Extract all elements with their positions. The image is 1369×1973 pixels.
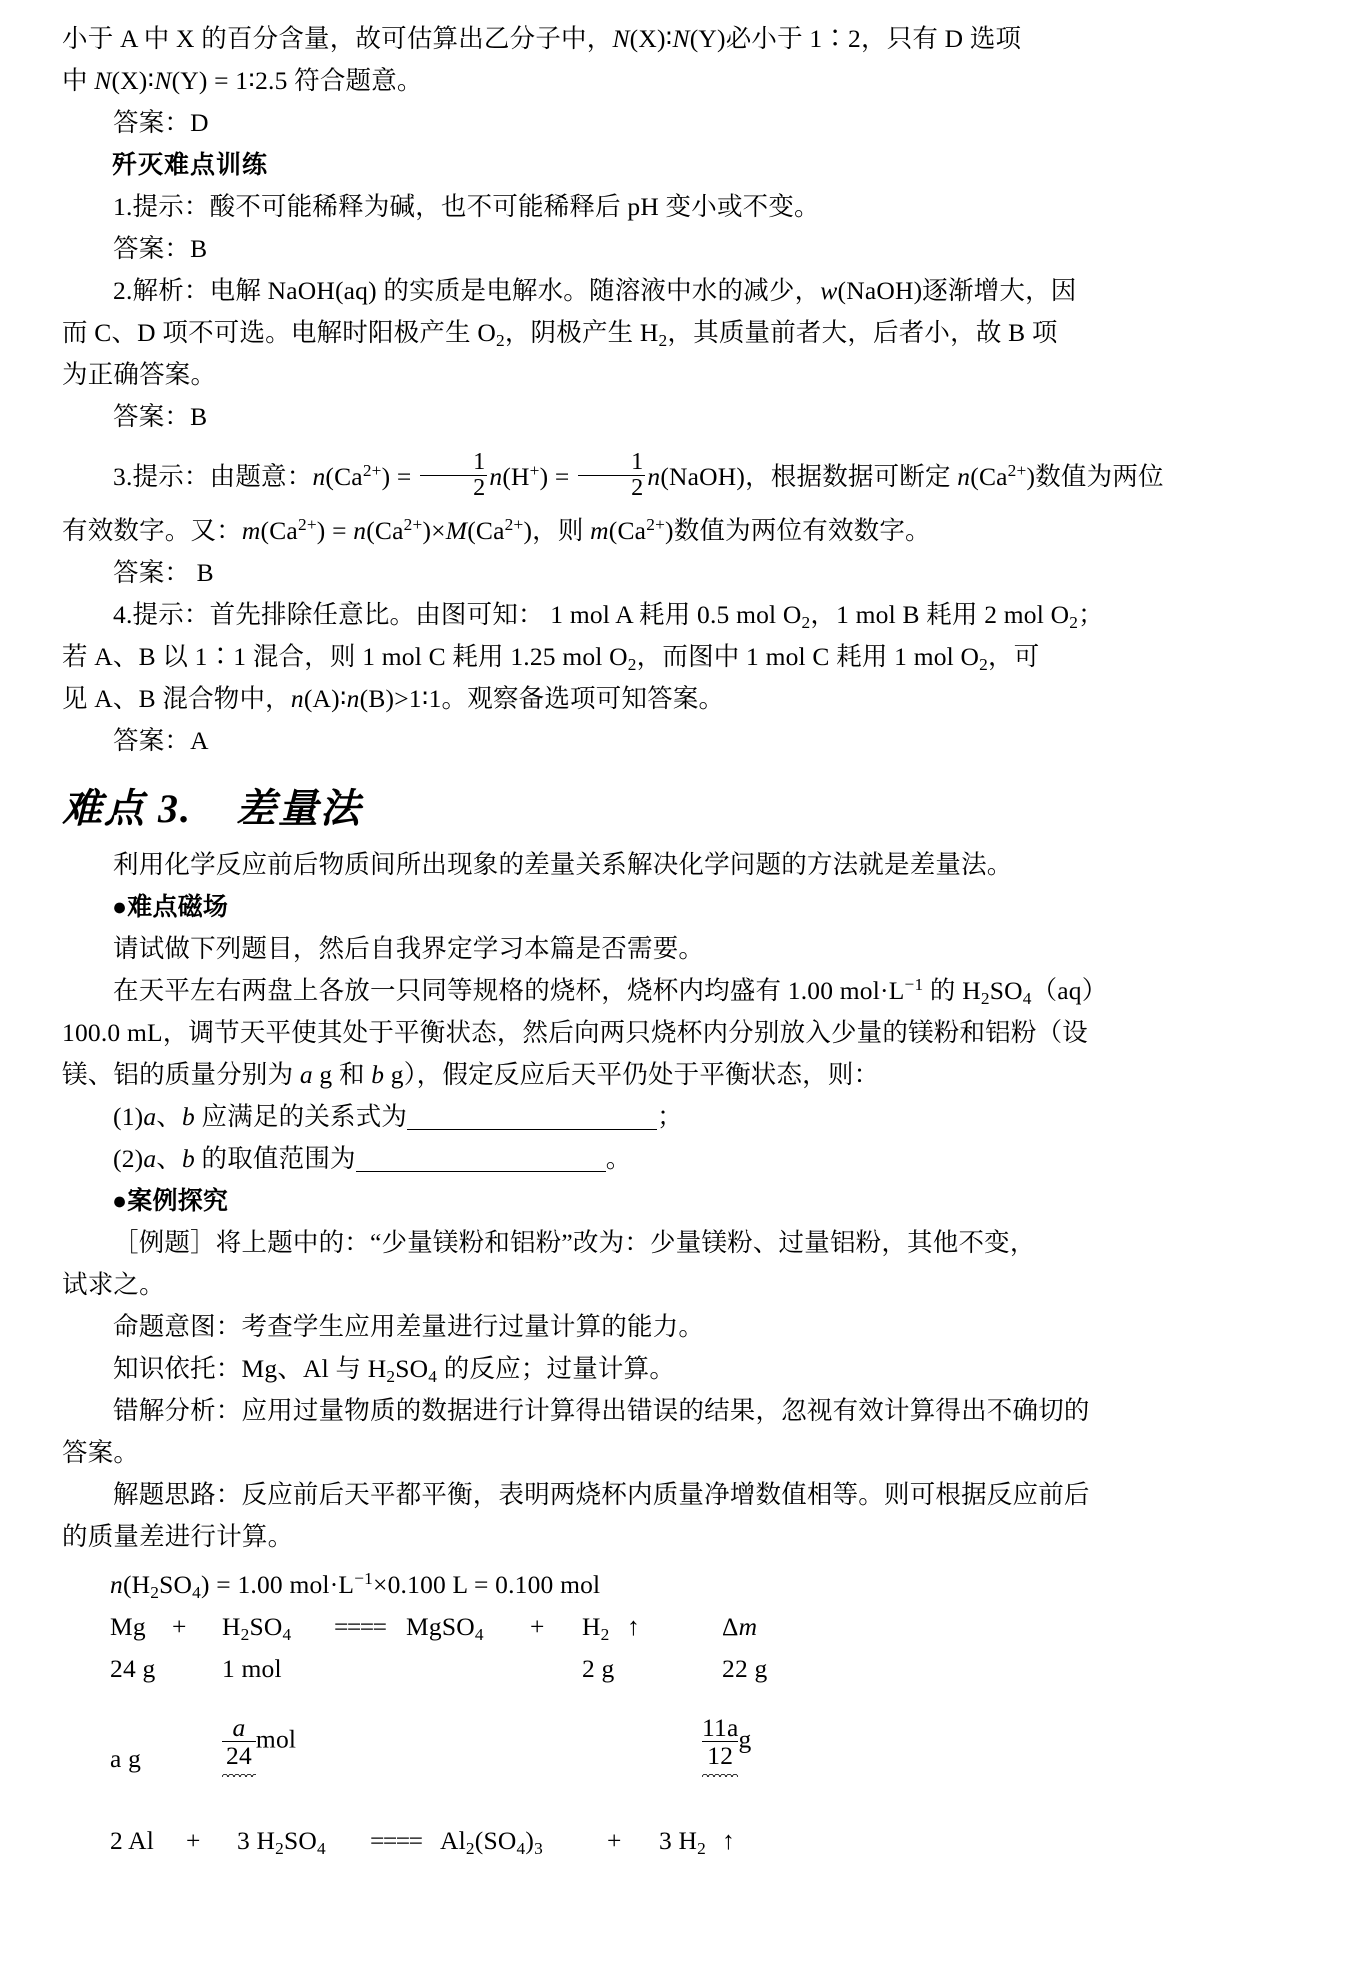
eq1-h2-sub: 2 [600, 1624, 610, 1644]
eq2-h2-n: 3 H [659, 1826, 698, 1855]
problem-l3b: g 和 [312, 1060, 372, 1089]
eq1-plus-1: + [172, 1612, 187, 1641]
item3-l2tail: 数值为两位有效数字。 [673, 516, 931, 545]
example-basis [62, 1348, 1291, 1390]
row1-c3: 2 g [582, 1654, 615, 1683]
eq2-h2-sub: 2 [697, 1838, 707, 1858]
item3-l2ca3-charge: 2+ [504, 514, 524, 534]
item3-l2ca1: (Ca [260, 516, 298, 545]
item4-l1a: 4.提示：首先排除任意比。由图可知： 1 mol A 耗用 0.5 mol O [113, 600, 802, 629]
q2-end: 。 [605, 1144, 632, 1173]
eq2-plus-1: + [186, 1826, 201, 1855]
eq1-h2so4-h2: 2 [240, 1624, 250, 1644]
item3-l2ca4-end: ) [665, 516, 674, 545]
paragraph-top [62, 18, 1291, 60]
calc-n-d: ) = 1.00 mol·L [201, 1570, 355, 1599]
answer-d: 答案：D [113, 108, 209, 137]
item4-l2b: ，而图中 1 mol C 耗用 1 mol O [636, 642, 980, 671]
item2-line1-a: 2.解析：电解 NaOH(aq) 的实质是电解水。随溶液中水的减少， [113, 276, 821, 305]
eq2-up-arrow-icon: ↑ [722, 1826, 735, 1855]
item4-l2a: 若 A、B 以 1∶1 混合，则 1 mol C 耗用 1.25 mol O [62, 642, 628, 671]
problem-l1b: 的 H [923, 976, 981, 1005]
problem-line3 [62, 1054, 1291, 1096]
eq1-h2so4-h: H [222, 1612, 241, 1641]
item4-B: (B) [359, 684, 395, 713]
intro-paragraph: 利用化学反应前后物质间所出现象的差量关系解决化学问题的方法就是差量法。 [113, 850, 1013, 879]
calc-n-so4: 4 [192, 1582, 202, 1602]
problem-a-symbol: a [299, 1060, 313, 1089]
eq2-h2 [659, 1820, 706, 1862]
item3-h-end: ) [539, 462, 549, 491]
top-line2-ny: N [154, 66, 172, 95]
item3-l2ca2-end: ) [422, 516, 432, 545]
eq2-h2so4-so: SO [284, 1826, 318, 1855]
item3-l2ca4-charge: 2+ [646, 514, 666, 534]
eq2-arrow: ==== [370, 1826, 422, 1855]
eq2-al2so43-so: (SO [474, 1826, 517, 1855]
row2-c2 [222, 1714, 296, 1769]
row2-c2-unit: mol [255, 1724, 297, 1754]
item2-o2-sub: 2 [495, 330, 505, 350]
item3-naoh: (NaOH) [660, 462, 746, 491]
q1-a: (1) [113, 1102, 144, 1131]
problem-l1a: 在天平左右两盘上各放一只同等规格的烧杯，烧杯内均盛有 1.00 mol·L [113, 976, 905, 1005]
item3-l2n: n [353, 516, 367, 545]
item3-l2ca4: (Ca [608, 516, 647, 545]
frac1-denominator: 2 [420, 475, 487, 501]
example-intent: 命题意图：考查学生应用差量进行过量计算的能力。 [113, 1312, 705, 1341]
eq1-h2 [582, 1606, 610, 1648]
item4-o2a: 2 [801, 612, 811, 632]
item3-ca1-charge: 2+ [362, 460, 382, 480]
item2-answer: 答案：B [113, 402, 208, 431]
eq2-al2so43 [440, 1820, 543, 1862]
top-line1-b: 必小于 1∶2，只有 D 选项 [725, 24, 1022, 53]
q1-c: 应满足的关系式为 [194, 1102, 408, 1131]
item3-ca2-end: ) [1026, 462, 1036, 491]
item3-h-charge: + [529, 460, 540, 480]
top-line2-y: (Y) [171, 66, 208, 95]
problem-l2a: 100.0 mL，调节天平使其处于平衡状态，然后向两只烧杯内分别放入少量的镁粉和铝粉（设 [62, 1018, 1088, 1047]
question-2 [62, 1138, 1291, 1180]
item3-l2ca1-charge: 2+ [297, 514, 317, 534]
frac2-denominator: 2 [578, 475, 645, 501]
calc-n-sup: −1 [354, 1568, 374, 1588]
item4-l2c: ，可 [988, 642, 1040, 671]
item3-l2ca2: (Ca [366, 516, 404, 545]
item1-text: 1.提示：酸不可能稀释为碱，也不可能稀释后 pH 变小或不变。 [113, 192, 820, 221]
eq1-up-arrow-icon: ↑ [627, 1612, 640, 1641]
magnet-line: 请试做下列题目，然后自我界定学习本篇是否需要。 [113, 934, 705, 963]
item3-eq2: = [548, 462, 577, 491]
row2-frac2-den: 12 [702, 1741, 738, 1769]
eq1-h2so4-so4: 4 [282, 1624, 292, 1644]
eq1-h2so4 [222, 1606, 291, 1648]
eq2-al2so43-2: 2 [465, 1838, 475, 1858]
item3-h: (H [502, 462, 530, 491]
q1-end: ； [657, 1102, 683, 1131]
item2-line2-b: ，阴极产生 H [504, 318, 659, 347]
equation-1-line [62, 1606, 1291, 1648]
item4-l1b: ，1 mol B 耗用 2 mol O [810, 600, 1070, 629]
item2-line1-b: (NaOH)逐渐增大，因 [837, 276, 1077, 305]
item3-l2ca3-end: ) [523, 516, 533, 545]
item4-line2 [62, 636, 1291, 678]
item4-colon: ∶ [339, 684, 347, 713]
q1-b-symbol: b [182, 1102, 195, 1131]
top-line2-nx: N [94, 66, 112, 95]
error-line2: 答案。 [62, 1438, 140, 1467]
calc-n-line [62, 1564, 1291, 1606]
item4-line1 [62, 594, 1291, 636]
top-line1-a: 小于 A 中 X 的百分含量，故可估算出乙分子中， [62, 24, 613, 53]
document-body [62, 18, 1291, 1862]
eq1-arrow: ==== [334, 1612, 386, 1641]
equation-1-row1 [62, 1648, 1291, 1690]
case-heading: ●案例探究 [112, 1187, 229, 1215]
example-line1: ［例题］将上题中的：“少量镁粉和铝粉”改为：少量镁粉、过量铝粉，其他不变， [113, 1228, 1036, 1257]
calculation-block [62, 1564, 1291, 1862]
calc-n-c: SO [159, 1570, 193, 1599]
q1-answer-blank[interactable] [407, 1102, 657, 1130]
item3-l2ca2-charge: 2+ [403, 514, 423, 534]
problem-l1d: （aq） [1031, 976, 1108, 1005]
item4-l3a: 见 A、B 混合物中， [62, 684, 291, 713]
item2-line2-a: 而 C、D 项不可选。电解时阳极产生 O [62, 318, 496, 347]
basis-a: 知识依托：Mg、Al 与 H [113, 1354, 387, 1383]
top-line1-colon: ∶ [665, 24, 673, 53]
item3-ca1: (Ca [325, 462, 363, 491]
q2-b-symbol: b [182, 1144, 195, 1173]
top-line2-b: = 1∶2.5 符合题意。 [207, 66, 423, 95]
row1-c2: 1 mol [222, 1654, 282, 1683]
eq2-h2so4 [237, 1820, 326, 1862]
row2-frac2-num-text: 11a [702, 1713, 739, 1742]
item3-l2times: × [431, 516, 446, 545]
q2-b: 、 [156, 1144, 182, 1173]
item3-ca1-end: ) [381, 462, 391, 491]
item3-l2M: M [445, 516, 468, 545]
q1-b: 、 [156, 1102, 182, 1131]
problem-line2 [62, 1012, 1291, 1054]
row1-c4: 22 g [722, 1654, 768, 1683]
fraction-11a-over-12 [702, 1714, 738, 1769]
row2-c4-unit: g [738, 1724, 752, 1754]
fraction-one-half-b [578, 450, 645, 500]
eq2-al2so43-3: 3 [534, 1838, 543, 1858]
problem-l3c: g），假定反应后天平仍处于平衡状态，则： [384, 1060, 880, 1089]
item4-gt: >1∶1 [394, 684, 442, 713]
problem-l1c: SO [989, 976, 1023, 1005]
magnet-heading: ●难点磁场 [112, 893, 229, 921]
example-line2: 试求之。 [62, 1270, 165, 1299]
q2-c: 的取值范围为 [194, 1144, 356, 1173]
item4-l3b: 。观察备选项可知答案。 [441, 684, 725, 713]
item3-tail: ，根据数据可断定 [745, 462, 958, 491]
item4-l2o2: 2 [627, 654, 637, 674]
basis-b: SO [395, 1354, 429, 1383]
item4-o2b: 2 [1069, 612, 1079, 632]
section-title [62, 788, 1291, 830]
problem-b-symbol: b [371, 1060, 385, 1089]
eq2-al: 2 Al [110, 1826, 155, 1855]
item3-l2ca1-end: ) [316, 516, 326, 545]
fraction-a-over-24 [222, 1714, 256, 1769]
row2-frac-num: a [232, 1713, 246, 1742]
item4-n2: n [346, 684, 360, 713]
top-line2-x: (X) [111, 66, 148, 95]
top-line2-a: 中 [62, 66, 95, 95]
eq2-h2so4-so4: 4 [317, 1838, 326, 1858]
eq2-h2so4-h2: 2 [275, 1838, 285, 1858]
top-line1-x: (X) [629, 24, 666, 53]
item2-line2-c: ，其质量前者大，后者小，故 B 项 [667, 318, 1058, 347]
eq1-m-symbol: m [738, 1612, 758, 1641]
row2-frac2-num [702, 1714, 738, 1741]
solution-line2: 的质量差进行计算。 [62, 1522, 294, 1551]
item3-n2: n [489, 462, 503, 491]
calc-n-e: ×0.100 L = 0.100 mol [373, 1570, 601, 1599]
problem-line1 [62, 970, 1291, 1012]
row2-frac-den: 24 [222, 1741, 256, 1769]
eq1-mgso4 [406, 1606, 484, 1648]
item3-tail2: 数值为两位 [1035, 462, 1164, 491]
item4-n1: n [290, 684, 304, 713]
item3-line1 [62, 444, 1291, 510]
top-line1-ny: N [672, 24, 690, 53]
basis-so4: 4 [428, 1366, 438, 1386]
item3-l2a: 有效数字。又： [62, 516, 242, 545]
row2-c1: a g [110, 1744, 142, 1773]
item3-ca2: (Ca [970, 462, 1008, 491]
problem-so4: 4 [1022, 988, 1032, 1008]
item3-l2m2: m [590, 516, 609, 545]
frac2-numerator: 1 [631, 448, 644, 476]
item3-prefix: 3.提示：由题意： [113, 462, 313, 491]
item3-answer: 答案： B [113, 558, 214, 587]
problem-l1-sup: −1 [904, 974, 924, 994]
item3-eq1: = [390, 462, 419, 491]
question-1 [62, 1096, 1291, 1138]
eq1-plus-2: + [530, 1612, 545, 1641]
item3-ca2-charge: 2+ [1007, 460, 1027, 480]
paragraph-top-line2 [62, 60, 1291, 102]
problem-l3a: 镁、铝的质量分别为 [62, 1060, 300, 1089]
basis-h2: 2 [386, 1366, 396, 1386]
eq2-al2so43-4: 4 [516, 1838, 526, 1858]
item2-line3: 为正确答案。 [62, 360, 217, 389]
item4-answer: 答案：A [113, 726, 209, 755]
item3-n4: n [957, 462, 971, 491]
item3-l2eq: = [325, 516, 354, 545]
item2-line2 [62, 312, 1291, 354]
item4-l2o2b: 2 [979, 654, 989, 674]
item3-n1: n [312, 462, 326, 491]
top-line1-nx: N [612, 24, 630, 53]
top-line1-y: (Y) [689, 24, 726, 53]
eq1-mg: Mg [110, 1612, 146, 1641]
item3-n3: n [647, 462, 661, 491]
eq1-h2-h: H [582, 1612, 601, 1641]
q2-answer-blank[interactable] [356, 1144, 606, 1172]
item3-m1: m [241, 516, 261, 545]
equation-1-row2 [62, 1708, 1291, 1794]
section-label: 难点 3. [62, 786, 192, 831]
training-heading: 歼灭难点训练 [112, 151, 269, 179]
fraction-one-half-a [420, 450, 487, 500]
item3-l2comma: ，则 [532, 516, 591, 545]
eq2-al2so43-paren: ) [525, 1826, 535, 1855]
top-line2-colon: ∶ [147, 66, 155, 95]
item2-w-symbol: w [820, 276, 838, 305]
item4-A: (A) [303, 684, 340, 713]
q2-a-symbol: a [143, 1144, 157, 1173]
calc-n-b: (H [122, 1570, 151, 1599]
row1-c1: 24 g [110, 1654, 156, 1683]
equation-2-line [62, 1820, 1291, 1862]
eq1-delta-icon: Δ [722, 1612, 739, 1641]
eq2-plus-2: + [607, 1826, 622, 1855]
eq2-al2so43-al: Al [440, 1826, 466, 1855]
problem-h2: 2 [980, 988, 990, 1008]
eq1-mgso4-sub: 4 [474, 1624, 484, 1644]
item4-l1c: ； [1078, 600, 1104, 629]
item2-h2-sub: 2 [658, 330, 668, 350]
section-name: 差量法 [236, 786, 362, 831]
solution-line1: 解题思路：反应前后天平都平衡，表明两烧杯内质量净增数值相等。则可根据反应前后 [113, 1480, 1090, 1509]
basis-c: 的反应；过量计算。 [437, 1354, 676, 1383]
item4-line3 [62, 678, 1291, 720]
q1-a-symbol: a [143, 1102, 157, 1131]
eq1-delta-m [722, 1606, 757, 1648]
item3-l2ca3: (Ca [467, 516, 505, 545]
calc-n-h2: 2 [150, 1582, 160, 1602]
item2-line1 [62, 270, 1291, 312]
item3-line2 [62, 510, 1291, 552]
row2-c4 [702, 1714, 751, 1769]
eq1-h2so4-so: SO [249, 1612, 283, 1641]
error-line1: 错解分析：应用过量物质的数据进行计算得出错误的结果，忽视有效计算得出不确切的 [113, 1396, 1090, 1425]
frac1-numerator: 1 [473, 448, 486, 476]
q2-a: (2) [113, 1144, 144, 1173]
eq1-mgso4-a: MgSO [406, 1612, 475, 1641]
eq2-h2so4-n: 3 H [237, 1826, 276, 1855]
item1-answer: 答案：B [113, 234, 208, 263]
calc-n-symbol: n [110, 1570, 123, 1599]
